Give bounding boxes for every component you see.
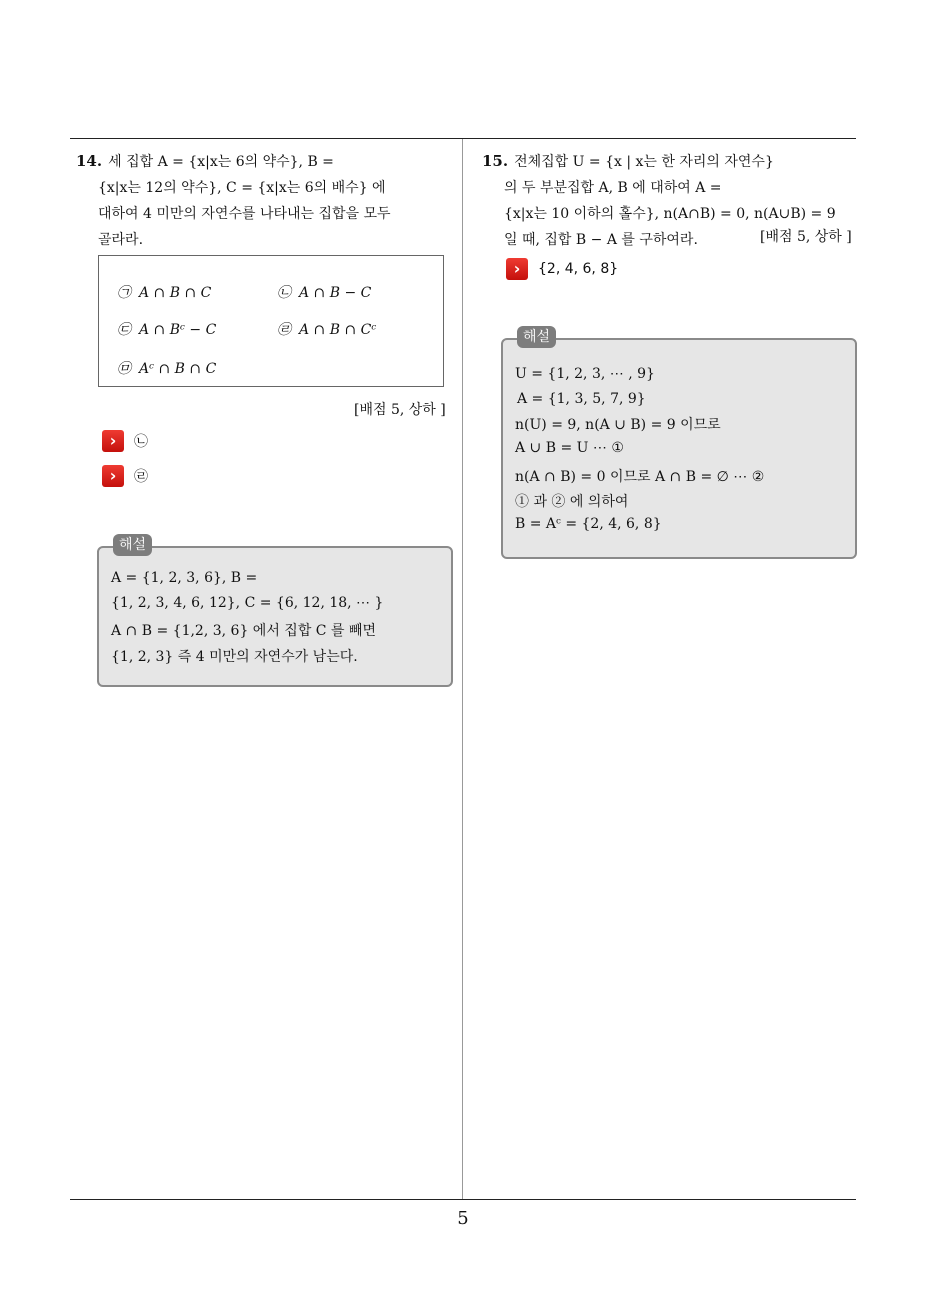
answer-row (506, 258, 618, 280)
solution-box (97, 546, 453, 687)
chevron-right-icon: › (506, 258, 528, 280)
solution-line: B = Aᶜ = {2, 4, 6, 8} (515, 516, 662, 532)
problem-text-line: {x|x는 10 이하의 홀수}, n(A∩B) = 0, n(A∪B) = 9 (504, 206, 836, 222)
problem-14 (76, 148, 454, 253)
choice-2: ㉡ A ∩ B − C (277, 285, 372, 301)
solution-line: U = {1, 2, 3, ⋯ , 9} (515, 366, 655, 382)
problem-number: 14. (76, 152, 103, 170)
footer-rule (70, 1199, 856, 1200)
problem-text-line: 세 집합 A = {x|x는 6의 약수}, B = (108, 154, 334, 170)
page-number: 5 (457, 1208, 469, 1229)
solution-line: {1, 2, 3} 즉 4 미만의 자연수가 남는다. (111, 649, 358, 665)
score-label: [배점 5, 상하 ] (760, 229, 852, 245)
problem-text-line: 일 때, 집합 B − A 를 구하여라. (504, 232, 698, 248)
answer-text: {2, 4, 6, 8} (538, 261, 619, 277)
problem-text-line: 골라라. (98, 232, 144, 248)
column-divider (462, 139, 463, 1199)
answer-row (102, 430, 148, 452)
problem-text-line: 전체집합 U = {x | x는 한 자리의 자연수} (514, 154, 774, 170)
solution-tag: 해설 (113, 534, 152, 556)
solution-tag: 해설 (517, 326, 556, 348)
solution-line: n(U) = 9, n(A ∪ B) = 9 이므로 (515, 417, 721, 433)
chevron-right-icon: › (102, 465, 124, 487)
chevron-right-icon: › (102, 430, 124, 452)
score-label: [배점 5, 상하 ] (354, 402, 446, 418)
solution-line: n(A ∩ B) = 0 이므로 A ∩ B = ∅ ⋯ ② (515, 469, 765, 485)
problem-number: 15. (482, 152, 509, 170)
answer-text: ㉡ (134, 434, 148, 450)
solution-line: A = {1, 2, 3, 6}, B = (111, 570, 258, 586)
choice-5: ㉤ Aᶜ ∩ B ∩ C (117, 361, 217, 377)
choice-3: ㉢ A ∩ Bᶜ − C (117, 322, 217, 338)
problem-text-line: 의 두 부분집합 A, B 에 대하여 A = (504, 180, 722, 196)
answer-row (102, 465, 148, 487)
choice-1: ㉠ A ∩ B ∩ C (117, 285, 212, 301)
solution-line: ① 과 ② 에 의하여 (515, 494, 629, 510)
answer-text: ㉣ (134, 469, 148, 485)
choice-4: ㉣ A ∩ B ∩ Cᶜ (277, 322, 377, 338)
header-rule (70, 138, 856, 139)
solution-box (501, 338, 857, 559)
solution-line: A = {1, 3, 5, 7, 9} (517, 391, 646, 407)
solution-line: A ∩ B = {1,2, 3, 6} 에서 집합 C 를 빼면 (111, 623, 376, 639)
solution-line: A ∪ B = U ⋯ ① (515, 440, 624, 456)
solution-line: {1, 2, 3, 4, 6, 12}, C = {6, 12, 18, ⋯ } (111, 595, 384, 611)
problem-text-line: 대하여 4 미만의 자연수를 나타내는 집합을 모두 (98, 206, 391, 222)
problem-text-line: {x|x는 12의 약수}, C = {x|x는 6의 배수} 에 (98, 180, 386, 196)
choices-box (98, 255, 444, 387)
